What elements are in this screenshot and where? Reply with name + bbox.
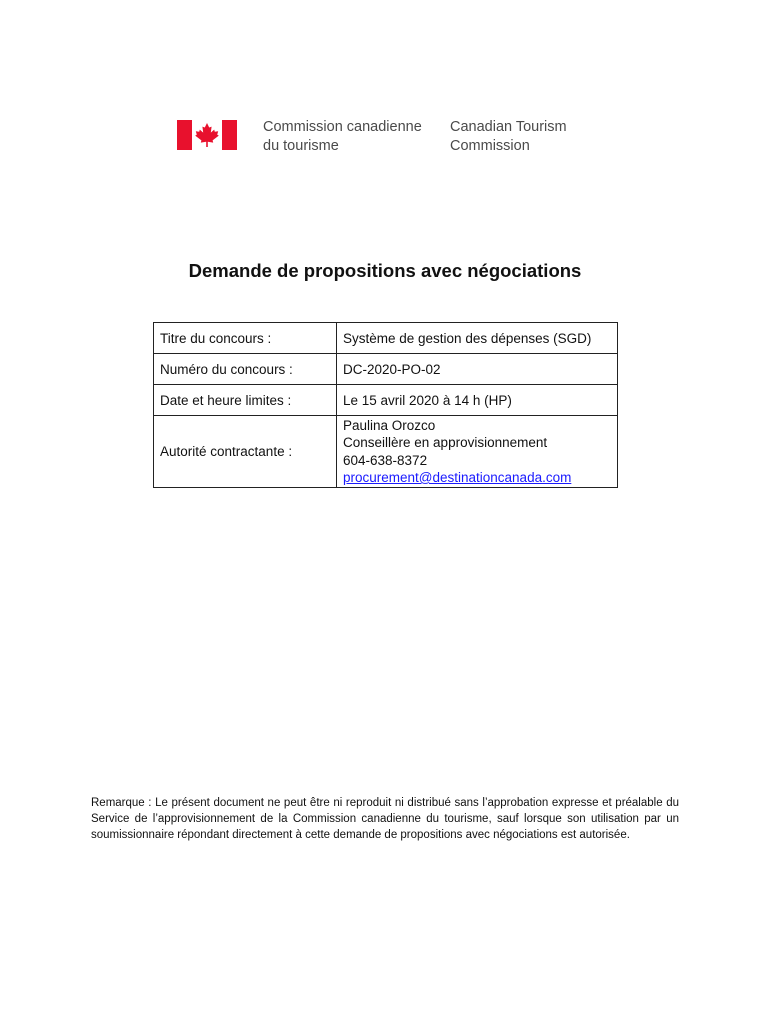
- organization-logo: [177, 118, 577, 158]
- canada-flag-icon: [177, 120, 237, 150]
- table-row: [154, 354, 618, 385]
- organization-name-en-line2: Commission: [450, 138, 530, 154]
- table-row: [154, 416, 618, 488]
- contest-info-table: [153, 322, 618, 488]
- contracting-authority-label: Autorité contractante :: [154, 416, 337, 488]
- organization-name-en: [450, 118, 567, 156]
- table-row: [154, 323, 618, 354]
- organization-name-fr-line1: Commission canadienne: [263, 119, 422, 135]
- contest-title-value: Système de gestion des dépenses (SGD): [337, 323, 618, 354]
- contact-phone: 604-638-8372: [343, 452, 428, 468]
- organization-name-en-line1: Canadian Tourism: [450, 119, 567, 135]
- disclaimer-note: Remarque : Le présent document ne peut être ni reproduit ni distribué sans l’approbation expresse et préalable du Service de l’approvisionnement de la Commission canadienne du tourisme, sauf lorsque son utilisation par un soumissionnaire répondant directement à cette demande de propositions avec négociations est autorisée.: [91, 797, 679, 841]
- contact-name: Paulina Orozco: [343, 417, 436, 433]
- deadline-value: Le 15 avril 2020 à 14 h (HP): [337, 385, 618, 416]
- document-title: Demande de propositions avec négociations: [188, 260, 582, 281]
- contest-number-value: DC-2020-PO-02: [337, 354, 618, 385]
- contest-title-label: Titre du concours :: [154, 323, 337, 354]
- deadline-label: Date et heure limites :: [154, 385, 337, 416]
- organization-name-fr-line2: du tourisme: [263, 138, 339, 154]
- table-row: [154, 385, 618, 416]
- organization-name-fr: [263, 118, 422, 156]
- contracting-authority-value: [337, 416, 618, 488]
- contest-number-label: Numéro du concours :: [154, 354, 337, 385]
- contact-role: Conseillère en approvisionnement: [343, 435, 548, 450]
- contact-email-link[interactable]: procurement@destinationcanada.com: [343, 470, 572, 485]
